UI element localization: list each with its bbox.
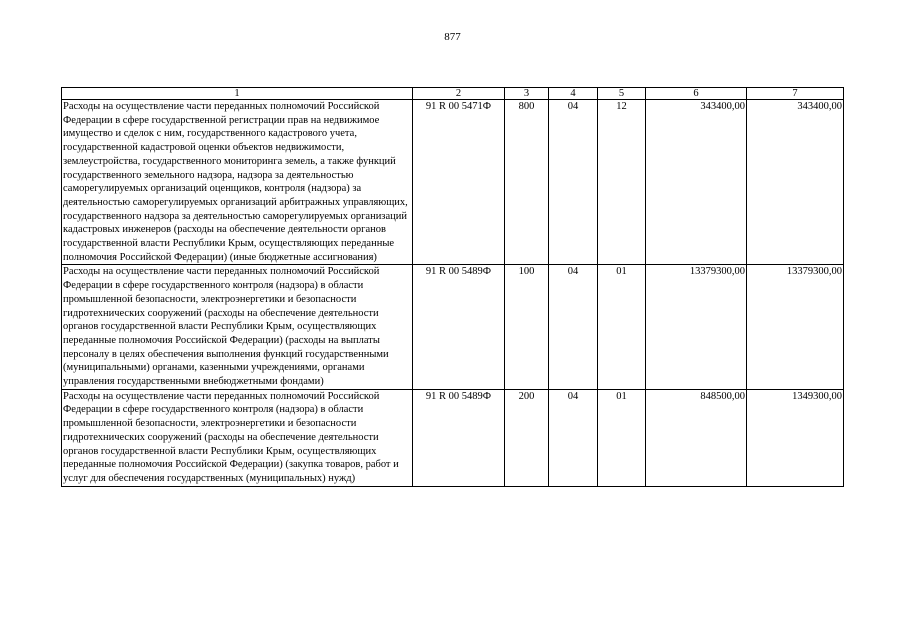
row-amount-7: 1349300,00 bbox=[747, 389, 844, 486]
row-amount-6: 343400,00 bbox=[646, 100, 747, 265]
row-amount-7: 13379300,00 bbox=[747, 265, 844, 389]
column-header: 1 bbox=[62, 88, 413, 100]
row-code: 91 R 00 5489Ф bbox=[413, 389, 505, 486]
column-header: 4 bbox=[549, 88, 598, 100]
column-header: 5 bbox=[598, 88, 646, 100]
column-header: 2 bbox=[413, 88, 505, 100]
row-section: 04 bbox=[549, 265, 598, 389]
header-row bbox=[62, 88, 844, 100]
row-subsection: 12 bbox=[598, 100, 646, 265]
row-code: 91 R 00 5471Ф bbox=[413, 100, 505, 265]
page-number: 877 bbox=[444, 31, 461, 43]
row-amount-6: 848500,00 bbox=[646, 389, 747, 486]
column-header: 7 bbox=[747, 88, 844, 100]
row-type: 800 bbox=[505, 100, 549, 265]
budget-table bbox=[61, 87, 844, 487]
row-subsection: 01 bbox=[598, 265, 646, 389]
row-amount-6: 13379300,00 bbox=[646, 265, 747, 389]
column-header: 6 bbox=[646, 88, 747, 100]
row-type: 100 bbox=[505, 265, 549, 389]
row-amount-7: 343400,00 bbox=[747, 100, 844, 265]
row-code: 91 R 00 5489Ф bbox=[413, 265, 505, 389]
row-description: Расходы на осуществление части переданных полномочий Российской Федерации в сфере государственного контроля (надзора) в области промышленной безопасности, электроэнергетики и безопасности гидротехнических сооружений (расходы на обеспечение деятельности органов государственной власти Республики Крым, осуществляющих переданные полномочия Российской Федерации) (закупка товаров, работ и услуг для обеспечения государственных (муниципальных) нужд) bbox=[62, 389, 413, 486]
row-type: 200 bbox=[505, 389, 549, 486]
table-row bbox=[62, 265, 844, 389]
row-section: 04 bbox=[549, 389, 598, 486]
row-subsection: 01 bbox=[598, 389, 646, 486]
column-header: 3 bbox=[505, 88, 549, 100]
row-description: Расходы на осуществление части переданных полномочий Российской Федерации в сфере государственного контроля (надзора) в области промышленной безопасности, электроэнергетики и безопасности гидротехнических сооружений (расходы на обеспечение деятельности органов государственной власти Республики Крым, осуществляющих переданные полномочия Российской Федерации) (расходы на выплаты персоналу в целях обеспечения выполнения функций государственными (муниципальными) органами, казенными учреждениями, органами управления государственными внебюджетными фондами) bbox=[62, 265, 413, 389]
table-row bbox=[62, 389, 844, 486]
row-description: Расходы на осуществление части переданных полномочий Российской Федерации в сфере государственной регистрации прав на недвижимое имущество и сделок с ним, государственного кадастрового учета, государственной кадастровой оценки объектов недвижимости, землеустройства, государственного мониторинга земель, а также функций государственного земельного надзора, надзора за деятельностью саморегулируемых организаций оценщиков, контроля (надзора) за деятельностью саморегулируемых организаций арбитражных управляющих, государственного надзора за деятельностью саморегулируемых организаций кадастровых инженеров (расходы на обеспечение деятельности органов государственной власти Республики Крым, осуществляющих переданные полномочия Российской Федерации) (иные бюджетные ассигнования) bbox=[62, 100, 413, 265]
row-section: 04 bbox=[549, 100, 598, 265]
table-row bbox=[62, 100, 844, 265]
